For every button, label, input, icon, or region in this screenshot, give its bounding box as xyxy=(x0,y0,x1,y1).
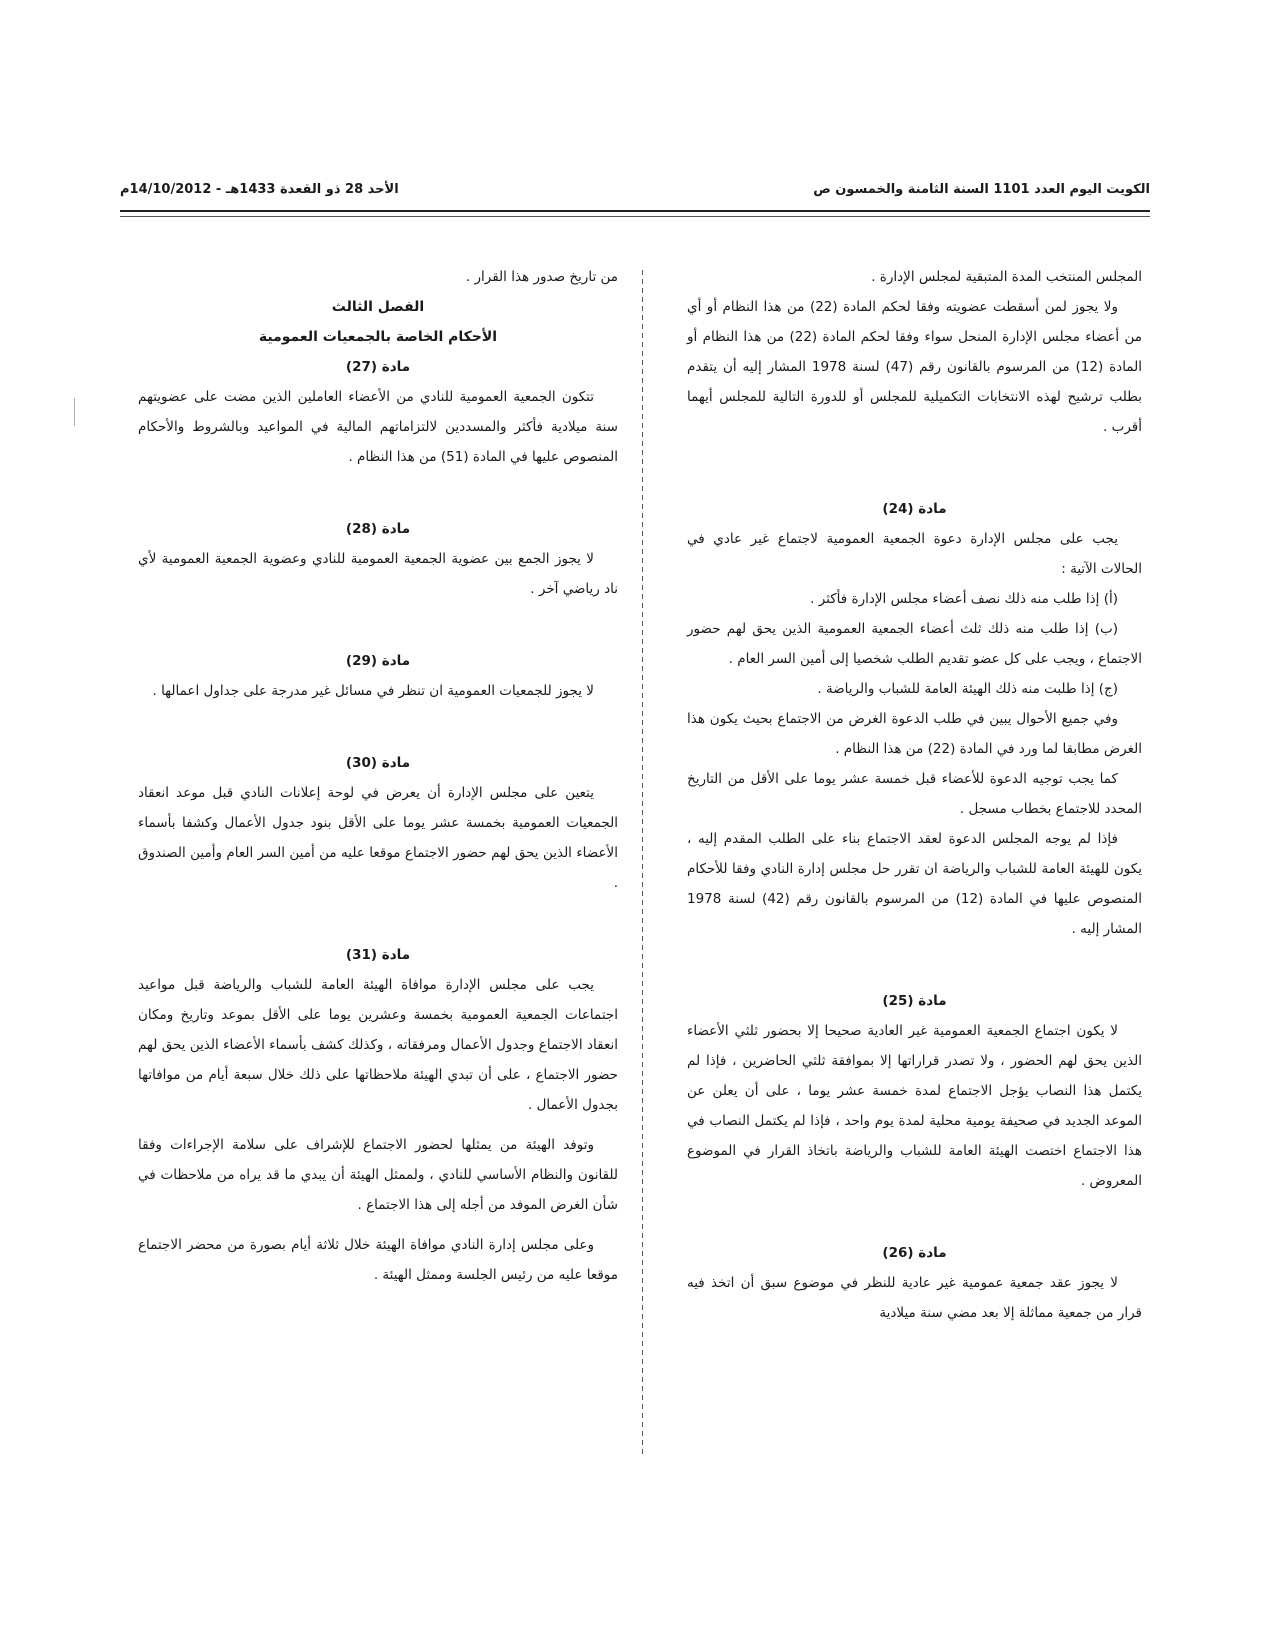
spacer xyxy=(687,944,1142,986)
spacer xyxy=(138,472,618,514)
paragraph: فإذا لم يوجه المجلس الدعوة لعقد الاجتماع بناء على الطلب المقدم إليه ، يكون للهيئة العامة للشباب والرياضة ان تقرر حل مجلس إدارة النادي وفقا للأحكام المنصوص عليها في المادة (12) من المرسوم بالقانون رقم (42) لسنة 1978 المشار إليه . xyxy=(687,831,1142,937)
right-column xyxy=(687,262,1142,1328)
article-title: مادة (29) xyxy=(345,653,411,669)
paragraph: يجب على مجلس الإدارة دعوة الجمعية العمومية لاجتماع غير عادي في الحالات الآتية : xyxy=(687,531,1142,577)
paragraph: من تاريخ صدور هذا القرار . xyxy=(465,269,618,285)
paragraph: وفي جميع الأحوال يبين في طلب الدعوة الغرض من الاجتماع بحيث يكون هذا الغرض مطابقا لما ورد في المادة (22) من هذا النظام . xyxy=(687,711,1142,757)
header-date: الأحد 28 ذو القعدة 1433هـ - 14/10/2012م xyxy=(120,182,399,197)
list-item: (ج) إذا طلبت منه ذلك الهيئة العامة للشباب والرياضة . xyxy=(817,681,1118,697)
column-divider xyxy=(642,270,643,1455)
list-item: (ب) إذا طلب منه ذلك ثلث أعضاء الجمعية العمومية الذين يحق لهم حضور الاجتماع ، ويجب على كل عضو تقديم الطلب شخصيا إلى أمين السر العام . xyxy=(687,621,1142,667)
paragraph: وتوفد الهيئة من يمثلها لحضور الاجتماع للإشراف على سلامة الإجراءات وفقا للقانون والنظام الأساسي للنادي ، ولممثل الهيئة أن يبدي ما قد يراه من ملاحظات في شأن الغرض الموفد من أجله إلى هذا الاجتماع . xyxy=(138,1137,618,1213)
header-rule xyxy=(120,210,1150,212)
paragraph: كما يجب توجيه الدعوة للأعضاء قبل خمسة عشر يوما على الأقل من التاريخ المحدد للاجتماع بخطاب مسجل . xyxy=(687,771,1142,817)
spacer xyxy=(138,604,618,646)
article-title: مادة (30) xyxy=(345,755,411,771)
paragraph: لا يجوز عقد جمعية عمومية غير عادية للنظر في موضوع سبق أن اتخذ فيه قرار من جمعية مماثلة إلا بعد مضي سنة ميلادية xyxy=(687,1275,1142,1321)
header-gazette-title: الكويت اليوم العدد 1101 السنة الثامنة والخمسون ص xyxy=(813,182,1150,197)
paragraph: ولا يجوز لمن أسقطت عضويته وفقا لحكم المادة (22) من هذا النظام أو أي من أعضاء مجلس الإدارة المنحل سواء وفقا لحكم المادة (22) من هذا النظام أو المادة (12) من المرسوم بالقانون رقم (47) لسنة 1978 المشار إليه أن يتقدم بطلب ترشيح لهذه الانتخابات التكميلية للمجلس أو للدورة التالية للمجلس أيهما أقرب . xyxy=(687,299,1142,435)
left-column xyxy=(138,262,618,1290)
article-title: مادة (27) xyxy=(345,359,411,375)
paragraph: تتكون الجمعية العمومية للنادي من الأعضاء العاملين الذين مضت على عضويتهم سنة ميلادية فأكثر والمسددين لالتزاماتهم المالية في المواعيد وبالشروط والأحكام المنصوص عليها في المادة (51) من هذا النظام . xyxy=(138,389,618,465)
spacer xyxy=(138,1120,618,1130)
page-header xyxy=(120,176,1150,206)
paragraph: وعلى مجلس إدارة النادي موافاة الهيئة خلال ثلاثة أيام بصورة من محضر الاجتماع موقعا عليه من رئيس الجلسة وممثل الهيئة . xyxy=(138,1237,618,1283)
paragraph: لا يجوز الجمع بين عضوية الجمعية العمومية للنادي وعضوية الجمعية العمومية لأي ناد رياضي آخر . xyxy=(138,551,618,597)
paragraph: لا يكون اجتماع الجمعية العمومية غير العادية صحيحا إلا بحضور ثلثي الأعضاء الذين يحق لهم الحضور ، ولا تصدر قراراتها إلا بموافقة ثلثي الحاضرين ، فإذا لم يكتمل هذا النصاب يؤجل الاجتماع لمدة خمسة عشر يوما ، على أن يعلن عن الموعد الجديد في صحيفة يومية محلية لمدة يوم واحد ، فإذا لم يكتمل النصاب في هذا الاجتماع اختصت الهيئة العامة للشباب والرياضة باتخاذ القرار في الموضوع المعروض . xyxy=(687,1023,1142,1189)
spacer xyxy=(687,1196,1142,1238)
header-rule-thin xyxy=(120,216,1150,217)
article-title: مادة (25) xyxy=(882,993,947,1009)
paragraph: يتعين على مجلس الإدارة أن يعرض في لوحة إعلانات النادي قبل موعد انعقاد الجمعيات العمومية بخمسة عشر يوما على الأقل بنود جدول الأعمال وكشفا بأسماء الأعضاء الذين يحق لهم حضور الاجتماع موقعا عليه من أمين السر العام وأمين الصندوق . xyxy=(138,785,618,891)
spacer xyxy=(138,706,618,748)
spacer xyxy=(138,1220,618,1230)
spacer xyxy=(138,898,618,940)
chapter-title: الفصل الثالث xyxy=(331,299,425,315)
article-title: مادة (28) xyxy=(345,521,411,537)
paragraph: يجب على مجلس الإدارة موافاة الهيئة العامة للشباب والرياضة قبل مواعيد اجتماعات الجمعية العمومية بخمسة وعشرين يوما على الأقل بموعد وتاريخ ومكان انعقاد الاجتماع وجدول الأعمال ومرفقاته ، وكذلك كشف بأسماء الأعضاء الذين يحق لهم حضور الاجتماع ، على أن تبدي الهيئة ملاحظاتها على ذلك خلال سبعة أيام من موافاتها بجدول الأعمال . xyxy=(138,977,618,1113)
article-title: مادة (31) xyxy=(345,947,411,963)
list-item: (أ) إذا طلب منه ذلك نصف أعضاء مجلس الإدارة فأكثر . xyxy=(810,591,1118,607)
spacer xyxy=(687,442,1142,494)
scan-speck xyxy=(74,398,75,426)
article-title: مادة (26) xyxy=(882,1245,947,1261)
paragraph: لا يجوز للجمعيات العمومية ان تنظر في مسائل غير مدرجة على جداول اعمالها . xyxy=(152,683,594,699)
article-title: مادة (24) xyxy=(882,501,947,517)
paragraph: المجلس المنتخب المدة المتبقية لمجلس الإدارة . xyxy=(871,269,1142,285)
chapter-subtitle: الأحكام الخاصة بالجمعيات العمومية xyxy=(258,329,498,345)
